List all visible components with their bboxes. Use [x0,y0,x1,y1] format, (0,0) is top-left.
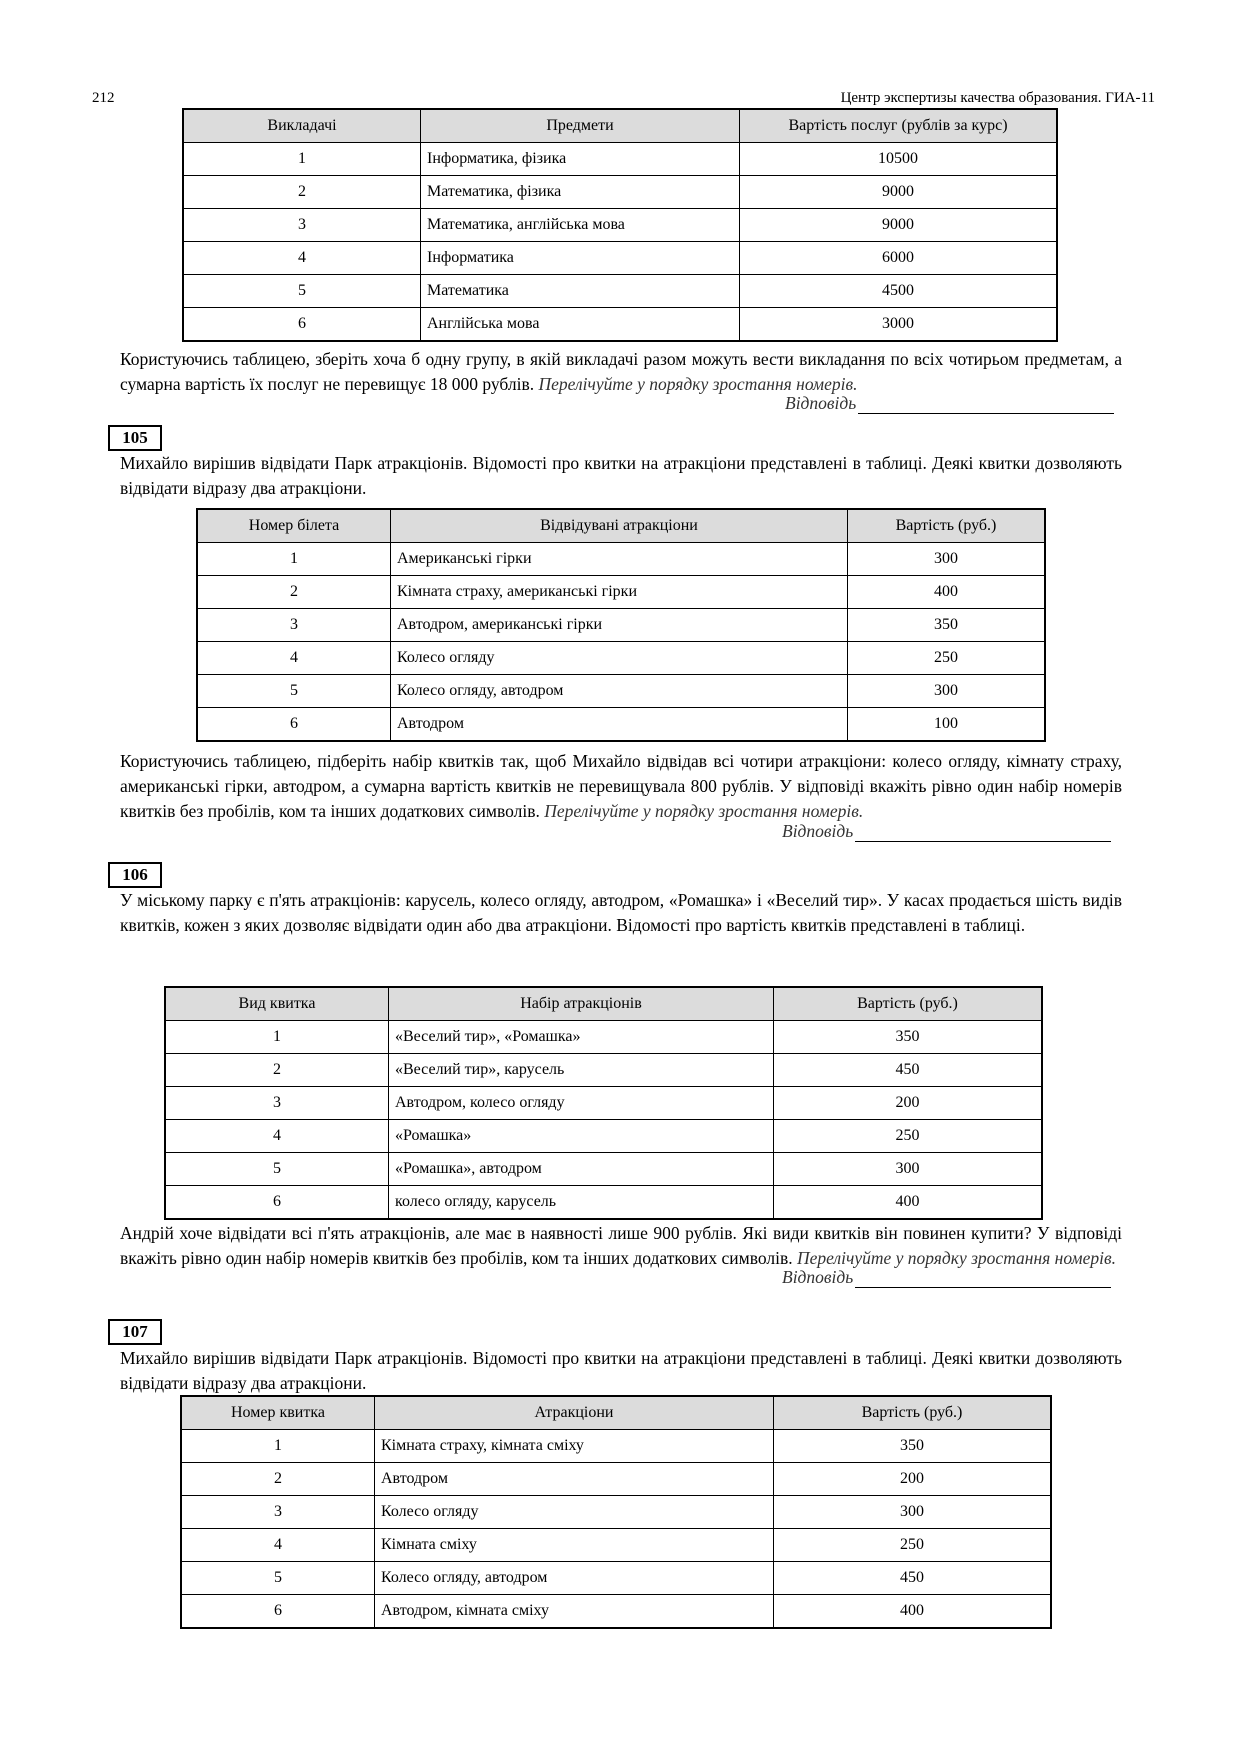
table-cell: 6 [183,308,421,342]
table-cell: 3 [165,1087,389,1120]
table-row [181,1463,1051,1496]
table-row [197,543,1045,576]
table-cell: Математика, англійська мова [421,209,740,242]
column-header: Номер квитка [181,1396,375,1430]
column-header: Набір атракціонів [389,987,774,1021]
table-cell: 250 [774,1529,1052,1562]
column-header: Вартість (руб.) [774,987,1043,1021]
question-text [120,1221,1122,1271]
table-row [181,1496,1051,1529]
column-header: Атракціони [375,1396,774,1430]
table-cell: 250 [848,642,1046,675]
table-row [165,1120,1042,1153]
table-row [197,609,1045,642]
table-cell: 10500 [740,143,1058,176]
table-cell: Автодром, колесо огляду [389,1087,774,1120]
table-cell: Кімната сміху [375,1529,774,1562]
table-cell: «Веселий тир», карусель [389,1054,774,1087]
table-cell: 300 [848,675,1046,708]
column-header: Вартість (руб.) [774,1396,1052,1430]
table-cell: 6000 [740,242,1058,275]
answer-line[interactable] [855,823,1111,842]
table-cell: 5 [183,275,421,308]
q106-text: Андрій хоче відвідати всі п'ять атракціонів, але має в наявності лише 900 рублів. Які види квитків він повинен купити? У відповіді вкажіть рівно один набір номерів квитків без пробілів, ком та інших додаткових символів. [120,1223,1122,1268]
table-row [183,176,1057,209]
q105-text: Користуючись таблицею, підберіть набір квитків так, щоб Михайло відвідав всі чотири атракціони: колесо огляду, кімнату страху, американські гірки, автодром, а сумарна вартість квитків не перевищувала 800 рублів. У відповіді вкажіть рівно один набір номерів квитків без пробілів, ком та інших додаткових символів. [120,751,1122,821]
q105-instruction: Перелічуйте у порядку зростання номерів. [544,801,864,821]
answer-field[interactable] [785,393,1114,414]
q104-instruction: Перелічуйте у порядку зростання номерів. [538,374,858,394]
ticket-types-table [164,986,1043,1220]
table-row [197,642,1045,675]
table-row [181,1595,1051,1629]
table-cell: 300 [848,543,1046,576]
table-cell: 4 [165,1120,389,1153]
question-number: 107 [108,1319,162,1345]
table-cell: 6 [181,1595,375,1629]
question-number: 106 [108,862,162,888]
table-cell: Математика [421,275,740,308]
table-row [165,1054,1042,1087]
answer-field[interactable] [782,1267,1111,1288]
table-row [183,308,1057,342]
table-cell: 2 [183,176,421,209]
table-cell: Кімната страху, американські гірки [391,576,848,609]
table-cell: Автодром [375,1463,774,1496]
table-cell: 350 [774,1021,1043,1054]
source-header: Центр экспертизы качества образования. ГИА-11 [840,90,1155,106]
table-cell: 1 [165,1021,389,1054]
question-intro: У міському парку є п'ять атракціонів: карусель, колесо огляду, автодром, «Ромашка» і «Веселий тир». У касах продається шість видів квитків, кожен з яких дозволяє відвідати один або два атракціони. Відомості про вартість квитків представлені в таблиці. [120,890,1122,935]
column-header: Вид квитка [165,987,389,1021]
table-cell: 1 [197,543,391,576]
table-cell: 300 [774,1496,1052,1529]
tickets-table-2 [180,1395,1052,1629]
answer-label: Відповідь [782,1267,854,1287]
column-header: Номер білета [197,509,391,543]
table-cell: 1 [181,1430,375,1463]
table-cell: 200 [774,1463,1052,1496]
table-row [197,576,1045,609]
table-cell: Кімната страху, кімната сміху [375,1430,774,1463]
table-cell: 6 [197,708,391,742]
column-header: Вартість послуг (рублів за курс) [740,109,1058,143]
table-cell: «Ромашка», автодром [389,1153,774,1186]
answer-label: Відповідь [785,393,857,413]
page-number: 212 [92,90,115,106]
table-row [181,1529,1051,1562]
table-row [165,1087,1042,1120]
table-cell: 9000 [740,209,1058,242]
table-row [183,242,1057,275]
question-intro: Михайло вирішив відвідати Парк атракціонів. Відомості про квитки на атракціони представлені в таблиці. Деякі квитки дозволяють відвідати відразу два атракціони. [120,1348,1122,1393]
table-row [165,1153,1042,1186]
table-cell: 450 [774,1562,1052,1595]
table-cell: Англійська мова [421,308,740,342]
question-text [120,749,1122,824]
table-cell: 3 [181,1496,375,1529]
table-cell: Колесо огляду [375,1496,774,1529]
table-cell: 400 [774,1186,1043,1220]
table-cell: колесо огляду, карусель [389,1186,774,1220]
table-cell: 350 [848,609,1046,642]
table-cell: 4 [181,1529,375,1562]
answer-line[interactable] [858,395,1114,414]
table-cell: 450 [774,1054,1043,1087]
answer-field[interactable] [782,821,1111,842]
table-cell: Американські гірки [391,543,848,576]
q104-text: Користуючись таблицею, зберіть хоча б одну групу, в якій викладачі разом можуть вести викладання по всіх чотирьом предметам, а сумарна вартість їх послуг не перевищує 18 000 рублів. [120,349,1122,394]
question-number: 105 [108,425,162,451]
table-cell: 5 [197,675,391,708]
table-cell: 6 [165,1186,389,1220]
table-row [165,1021,1042,1054]
answer-label: Відповідь [782,821,854,841]
table-cell: 4500 [740,275,1058,308]
question-text [120,347,1122,397]
table-cell: Колесо огляду, автодром [375,1562,774,1595]
table-cell: 300 [774,1153,1043,1186]
table-cell: 400 [774,1595,1052,1629]
column-header: Предмети [421,109,740,143]
answer-line[interactable] [855,1269,1111,1288]
tickets-table [196,508,1046,742]
table-row [183,143,1057,176]
table-cell: 3 [197,609,391,642]
table-row [165,1186,1042,1220]
table-cell: Автодром, американські гірки [391,609,848,642]
table-cell: Автодром, кімната сміху [375,1595,774,1629]
table-cell: 4 [197,642,391,675]
table-cell: Колесо огляду [391,642,848,675]
table-cell: 4 [183,242,421,275]
column-header: Відвідувані атракціони [391,509,848,543]
table-cell: 2 [165,1054,389,1087]
question-intro: Михайло вирішив відвідати Парк атракціонів. Відомості про квитки на атракціони представлені в таблиці. Деякі квитки дозволяють відвідати відразу два атракціони. [120,453,1122,498]
table-row [183,209,1057,242]
table-cell: Математика, фізика [421,176,740,209]
column-header: Викладачі [183,109,421,143]
table-cell: 2 [181,1463,375,1496]
table-cell: 9000 [740,176,1058,209]
table-row [197,708,1045,742]
table-cell: 1 [183,143,421,176]
table-cell: 400 [848,576,1046,609]
table-row [197,675,1045,708]
table-cell: 100 [848,708,1046,742]
table-cell: 5 [181,1562,375,1595]
table-cell: Колесо огляду, автодром [391,675,848,708]
teachers-table [182,108,1058,342]
table-cell: Автодром [391,708,848,742]
table-cell: 2 [197,576,391,609]
table-cell: 250 [774,1120,1043,1153]
table-cell: Інформатика, фізика [421,143,740,176]
table-cell: 3000 [740,308,1058,342]
table-cell: 3 [183,209,421,242]
table-row [181,1562,1051,1595]
table-cell: 200 [774,1087,1043,1120]
table-cell: 350 [774,1430,1052,1463]
column-header: Вартість (руб.) [848,509,1046,543]
table-cell: Інформатика [421,242,740,275]
table-row [183,275,1057,308]
table-cell: «Веселий тир», «Ромашка» [389,1021,774,1054]
table-row [181,1430,1051,1463]
table-cell: «Ромашка» [389,1120,774,1153]
q106-instruction: Перелічуйте у порядку зростання номерів. [797,1248,1116,1268]
table-cell: 5 [165,1153,389,1186]
